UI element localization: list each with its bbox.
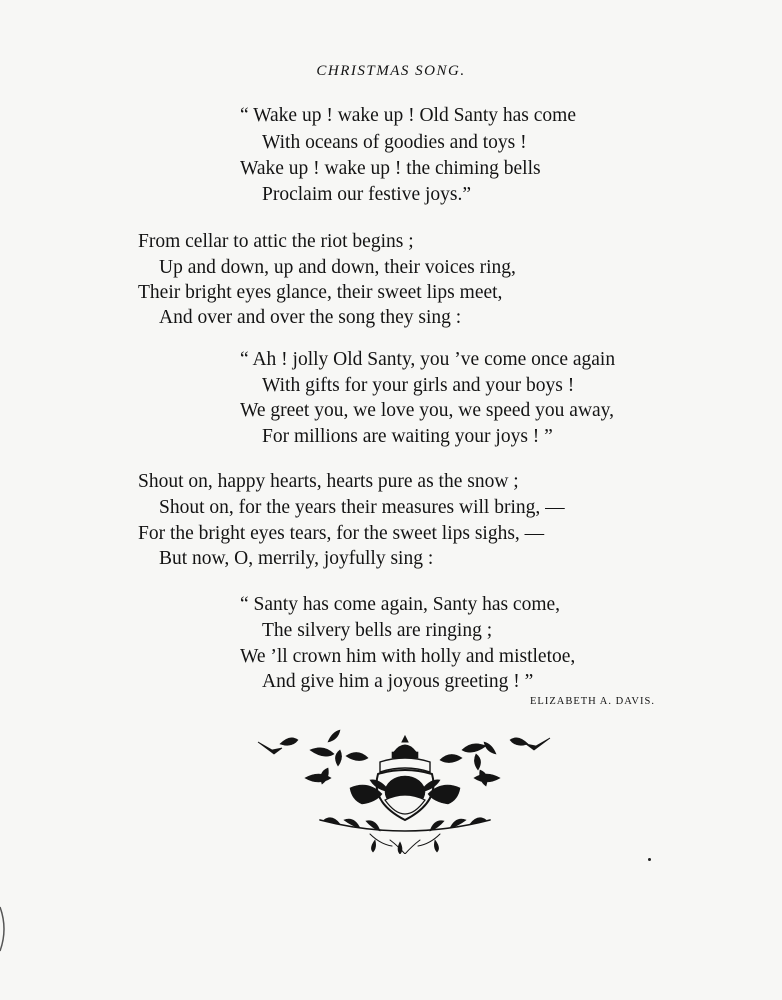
page-edge-mark	[0, 905, 8, 953]
poem-line: And over and over the song they sing :	[159, 307, 462, 328]
poem-line: We ’ll crown him with holly and mistletoe,	[240, 646, 576, 667]
poem-author: ELIZABETH A. DAVIS.	[530, 696, 655, 707]
poem-line: Proclaim our festive joys.”	[262, 184, 472, 205]
poem-line: We greet you, we love you, we speed you away,	[240, 400, 615, 421]
ink-speck	[648, 858, 651, 861]
poem-line: Shout on, for the years their measures will bring, —	[159, 497, 565, 518]
poem-line: Shout on, happy hearts, hearts pure as the snow ;	[138, 471, 519, 492]
poem-line: “ Ah ! jolly Old Santy, you ’ve come once again	[240, 349, 616, 370]
poem-line: For the bright eyes tears, for the sweet lips sighs, —	[138, 523, 545, 544]
poem-line: Wake up ! wake up ! the chiming bells	[240, 158, 541, 179]
poem-title: CHRISTMAS SONG.	[316, 63, 466, 79]
poem-line: With oceans of goodies and toys !	[262, 132, 527, 153]
birds-and-bell-vignette-icon	[250, 722, 560, 854]
poem-line: “ Santy has come again, Santy has come,	[240, 594, 561, 615]
poem-line: Up and down, up and down, their voices ring,	[159, 257, 516, 278]
poem-line: From cellar to attic the riot begins ;	[138, 231, 414, 252]
poem-line: But now, O, merrily, joyfully sing :	[159, 548, 434, 569]
poem-line: The silvery bells are ringing ;	[262, 620, 493, 641]
poem-line: For millions are waiting your joys ! ”	[262, 426, 553, 447]
poem-line: With gifts for your girls and your boys !	[262, 375, 575, 396]
poem-line: And give him a joyous greeting ! ”	[262, 671, 534, 692]
poem-line: Their bright eyes glance, their sweet lips meet,	[138, 282, 503, 303]
poem-line: “ Wake up ! wake up ! Old Santy has come	[240, 105, 576, 126]
